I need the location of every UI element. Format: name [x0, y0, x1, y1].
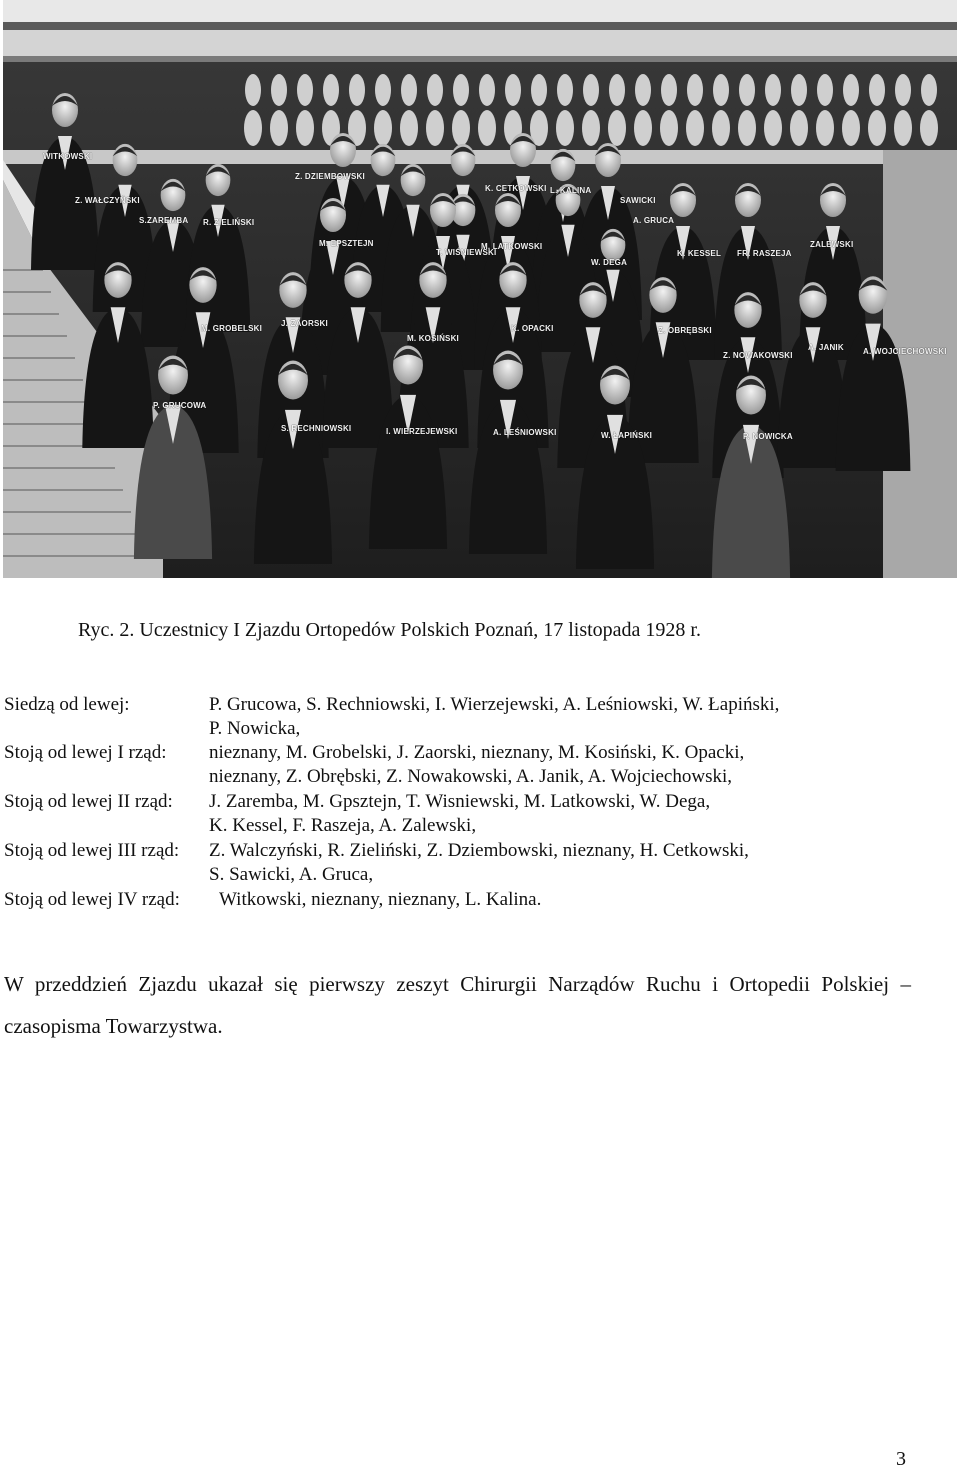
photo-name-tag: K. KESSEL	[677, 249, 722, 258]
group-photograph	[3, 0, 957, 578]
photo-name-tag: S. RECHNIOWSKI	[281, 424, 352, 433]
body-paragraph: W przeddzień Zjazdu ukazał się pierwszy zeszyt Chirurgii Narządów Ruchu i Ortopedii Polskiej – czasopisma Towarzystwa.	[4, 972, 911, 1038]
group-label-row-3: Stoją od lewej III rząd:	[4, 840, 180, 861]
photo-name-tag: M. LATKOWSKI	[481, 242, 543, 251]
group-label-row-1: Stoją od lewej I rząd:	[4, 742, 167, 763]
photo-name-tag: A. LEŚNIOWSKI	[493, 428, 557, 437]
photo-name-tag: Z. DZIEMBOWSKI	[295, 172, 365, 181]
group-label-seated: Siedzą od lewej:	[4, 694, 130, 715]
group-line: nieznany, M. Grobelski, J. Zaorski, nieznany, M. Kosiński, K. Opacki,	[209, 742, 745, 763]
group-line: Z. Walczyński, R. Zieliński, Z. Dziembowski, nieznany, H. Cetkowski,	[209, 840, 749, 861]
photo-name-tag: M. KOSIŃSKI	[407, 334, 459, 343]
photo-name-tag: M. GROBELSKI	[201, 324, 263, 333]
photo-name-tag: R. ZIELIŃSKI	[203, 218, 255, 227]
photo-name-tag: A. JANIK	[808, 343, 844, 352]
photo-name-tag: P. NOWICKA	[743, 432, 793, 441]
photo-scene	[3, 0, 957, 578]
photo-name-tag: K. CETKOWSKI	[485, 184, 547, 193]
photo-name-tag: Z. OBRĘBSKI	[658, 326, 712, 335]
group-line: K. Kessel, F. Raszeja, A. Zalewski,	[209, 815, 477, 836]
photo-name-tag: ZALEWSKI	[810, 240, 854, 249]
photo-name-tag: W. DEGA	[591, 258, 628, 267]
group-line: J. Zaremba, M. Gpsztejn, T. Wisniewski, M. Latkowski, W. Dega,	[209, 791, 711, 812]
photo-name-tag: J. ZAORSKI	[281, 319, 328, 328]
photo-name-tag: S.ZAREMBA	[139, 216, 189, 225]
photo-name-tag: SAWICKI	[620, 196, 656, 205]
photo-name-tag: Z. WAŁCZYŃSKI	[75, 196, 140, 205]
photo-name-tag: A. GRUCA	[633, 216, 675, 225]
group-line: Witkowski, nieznany, nieznany, L. Kalina.	[219, 889, 542, 910]
photo-name-tag: WITKOWSKI	[43, 152, 93, 161]
photo-name-tag: W. ŁAPIŃSKI	[601, 431, 653, 440]
page-number: 3	[896, 1448, 906, 1470]
photo-name-tag: T. WIŚNIEWSKI	[436, 248, 497, 257]
photo-name-tag: L. KALINA	[550, 186, 592, 195]
group-line: nieznany, Z. Obrębski, Z. Nowakowski, A. Janik, A. Wojciechowski,	[209, 766, 733, 787]
photo-name-tag: P. GRUCOWA	[153, 401, 207, 410]
group-label-row-2: Stoją od lewej II rząd:	[4, 791, 173, 812]
photo-name-tag: FR. RASZEJA	[737, 249, 792, 258]
photo-name-tag: K. OPACKI	[511, 324, 554, 333]
group-label-row-4: Stoją od lewej IV rząd:	[4, 889, 180, 910]
photo-name-tag: Z. NOWAKOWSKI	[723, 351, 793, 360]
group-line: P. Grucowa, S. Rechniowski, I. Wierzejewski, A. Leśniowski, W. Łapiński,	[209, 694, 780, 715]
group-line: P. Nowicka,	[209, 718, 301, 739]
figure-caption: Ryc. 2. Uczestnicy I Zjazdu Ortopedów Polskich Poznań, 17 listopada 1928 r.	[78, 619, 701, 641]
group-line: S. Sawicki, A. Gruca,	[209, 864, 374, 885]
photo-name-tag: M. EPSZTEJN	[319, 239, 374, 248]
photo-name-tag: I. WIERZEJEWSKI	[386, 427, 458, 436]
photo-name-tag: A. WOJCIECHOWSKI	[863, 347, 947, 356]
